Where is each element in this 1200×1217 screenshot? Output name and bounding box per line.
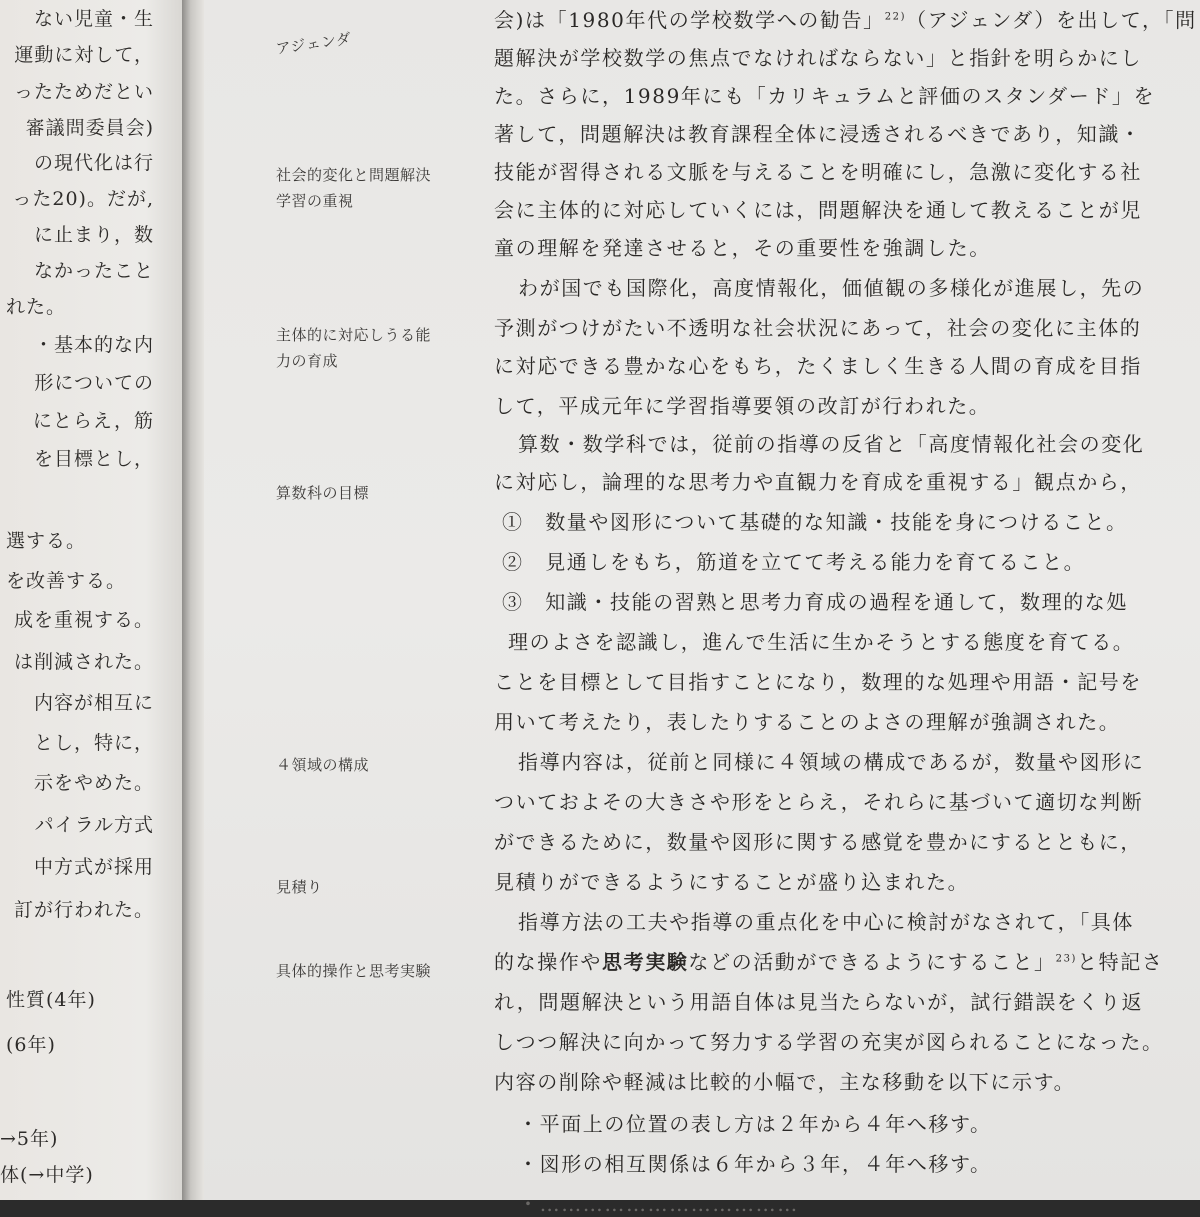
margin-heading-estimation: 見積り [276,878,323,896]
left-page-line: を改善する。 [6,570,127,592]
left-page-line: 審議問委員会) [25,117,154,139]
body-line: た。さらに，1989年にも「カリキュラムと評価のスタンダード」を [494,84,1156,108]
left-page-line: 運動に対して， [14,44,154,66]
left-page-line: とし，特に， [33,732,154,754]
book-gutter [182,0,204,1200]
body-text: （アジェンダ）を出して，「問 [906,8,1197,32]
body-list-item: ・平面上の位置の表し方は２年から４年へ移す。 [518,1112,992,1136]
left-page-line: 体(→中学) [0,1164,94,1186]
left-page-line: (6年) [6,1034,56,1056]
left-page-line: 性質(4年) [6,989,96,1011]
left-page-line: の現代化は行 [33,152,154,174]
body-line: しつつ解決に向かって努力する学習の充実が図られることになった。 [494,1030,1164,1054]
body-line: れ，問題解決という用語自体は見当たらないが，試行錯誤をくり返 [494,990,1144,1014]
body-line: 指導方法の工夫や指導の重点化を中心に検討がなされて，「具体 [518,910,1134,934]
left-page-line: 形についての [34,372,154,394]
left-page-line: ったためだとい [13,81,154,103]
bold-term: 思考実験 [602,950,689,974]
body-text: と特記さ [1077,950,1164,974]
margin-heading-line: 力の育成 [276,352,339,371]
body-line: に対応し，論理的な思考力や直観力を育成を重視する」観点から， [494,470,1142,494]
margin-heading-agenda: アジェンダ [274,29,353,58]
left-page-line: れた。 [6,296,67,318]
body-line: 著して，問題解決は教育課程全体に浸透されるべきであり，知識・ [494,122,1142,146]
body-text: 的な操作や思考実験などの活動ができるようにすること」 [494,950,1056,974]
goal-item-1: ① 数量や図形について基礎的な知識・技能を身につけること。 [502,510,1128,534]
body-list-item: ・図形の相互関係は６年から３年，４年へ移す。 [518,1152,992,1176]
body-line: 会に主体的に対応していくには，問題解決を通して教えることが児 [494,198,1142,222]
margin-heading-social-change [276,162,431,215]
body-line: わが国でも国際化，高度情報化，価値観の多様化が進展し，先の [518,276,1145,300]
margin-heading-arithmetic-goal: 算数科の目標 [276,484,370,502]
left-page-line: 内容が相互に [33,692,154,714]
margin-heading-four-domains: ４領域の構成 [276,756,370,774]
body-line: ことを目標として目指すことになり，数理的な処理や用語・記号を [494,670,1142,694]
left-page-line: ・基本的な内 [33,334,154,356]
margin-heading-line: 主体的に対応しうる能 [276,326,432,344]
left-page-line: ない児童・生 [33,8,154,30]
body-line: に対応できる豊かな心をもち，たくましく生きる人間の育成を目指 [494,354,1142,378]
left-page-line: パイラル方式 [34,814,154,836]
goal-item-2: ② 見通しをもち，筋道を立てて考える能力を育てること。 [502,550,1086,574]
body-line: 童の理解を発達させると，その重要性を強調した。 [494,236,991,260]
margin-heading-concrete-ops: 具体的操作と思考実験 [276,962,432,980]
body-list-item: ・……………………………… [518,1192,799,1216]
left-page-line: を目標とし， [33,448,154,470]
body-line: して，平成元年に学習指導要領の改訂が行われた。 [494,394,991,418]
body-line: 予測がつけがたい不透明な社会状況にあって，社会の変化に主体的 [494,316,1142,340]
left-page-line: →5年) [0,1128,59,1150]
left-page-line: 示をやめた。 [33,772,154,794]
left-page-line: 中方式が採用 [33,856,154,878]
body-line: 見積りができるようにすることが盛り込まれた。 [494,870,970,894]
goal-item-3: ③ 知識・技能の習熟と思考力育成の過程を通して，数理的な処 [502,590,1128,614]
left-page-line: なかったこと [33,260,154,282]
body-text: 会)は「1980年代の学校数学への勧告」 [494,8,885,32]
footnote-ref: 22) [884,11,907,23]
left-page-line: った20)。だが, [12,188,154,210]
left-page-line: は削減された。 [13,651,154,673]
body-line: 技能が習得される文脈を与えることを明確にし，急激に変化する社 [494,160,1142,184]
right-page [204,0,1200,1216]
body-line: ついておよその大きさや形をとらえ，それらに基づいて適切な判断 [494,790,1144,814]
left-page-line: 成を重視する。 [13,609,154,631]
left-page-line: に止まり，数 [33,224,154,246]
body-line: 用いて考えたり，表したりすることのよさの理解が強調された。 [494,710,1121,734]
body-line: 理のよさを認識し，進んで生活に生かそうとする態度を育てる。 [508,630,1135,654]
body-line [494,4,1197,33]
body-line: 算数・数学科では，従前の指導の反省と「高度情報化社会の変化 [518,432,1145,456]
left-page [0,0,182,1200]
margin-heading-line: 学習の重視 [276,192,354,211]
body-line: ができるために，数量や図形に関する感覚を豊かにするとともに， [494,830,1142,854]
body-line: 指導内容は，従前と同様に４領域の構成であるが，数量や図形に [518,750,1145,774]
body-line: 題解決が学校数学の焦点でなければならない」と指針を明らかにし [494,46,1142,70]
body-line: 内容の削除や軽減は比較的小幅で，主な移動を以下に示す。 [494,1070,1076,1094]
margin-heading-proactive [276,322,431,375]
footnote-ref: 23) [1055,953,1078,965]
left-page-line: 選する。 [6,530,87,552]
left-page-line: 訂が行われた。 [13,899,154,921]
left-page-line: にとらえ，筋 [32,410,154,432]
body-line [494,946,1163,975]
margin-heading-line: 社会的変化と問題解決 [276,166,432,184]
